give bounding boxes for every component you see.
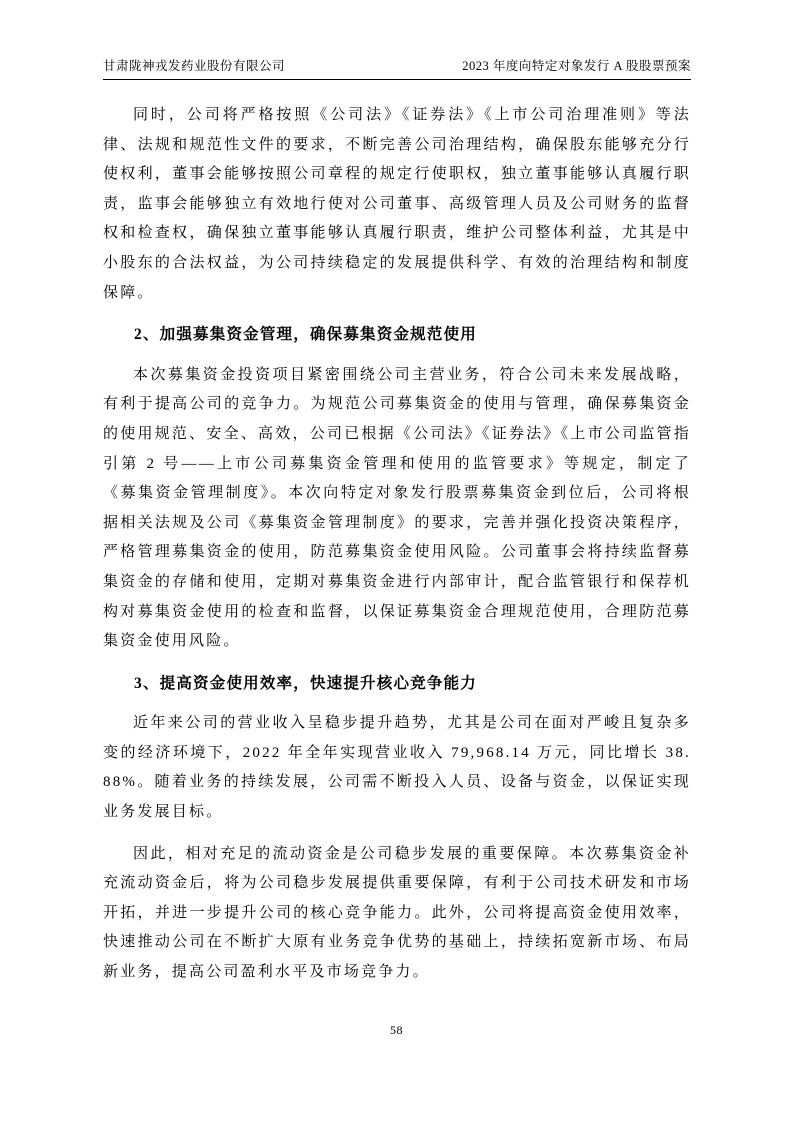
paragraph-governance: 同时，公司将严格按照《公司法》《证券法》《上市公司治理准则》等法律、法规和规范性文件的要求，不断完善公司治理结构，确保股东能够充分行使权利，董事会能够按照公司章程的规定行使职权，独立董事能够认真履行职责，监事会能够独立有效地行使对公司董事、高级管理人员及公司财务的监督权和检查权，确保独立董事能够认真履行职责，维护公司整体利益，尤其是中小股东的合法权益，为公司持续稳定的发展提供科学、有效的治理结构和制度保障。	[103, 107, 691, 301]
section-heading-2: 2、加强募集资金管理，确保募集资金规范使用	[134, 326, 477, 344]
page-header	[103, 0, 691, 80]
header-company-name: 甘肃陇神戎发药业股份有限公司	[103, 59, 286, 73]
paragraph-working-capital: 因此，相对充足的流动资金是公司稳步发展的重要保障。本次募集资金补充流动资金后，将为公司稳步发展提供重要保障，有利于公司技术研发和市场开拓，并进一步提升公司的核心竞争能力。此外，公司将提高资金使用效率，快速推动公司在不断扩大原有业务竞争优势的基础上，持续拓宽新市场、布局新业务，提高公司盈利水平及市场竞争力。	[103, 845, 691, 981]
document-body	[103, 101, 691, 988]
page-number: 58	[390, 1023, 403, 1037]
header-doc-title: 2023 年度向特定对象发行 A 股股票预案	[462, 59, 691, 73]
paragraph-fund-management: 本次募集资金投资项目紧密围绕公司主营业务，符合公司未来发展战略，有利于提高公司的竞争力。为规范公司募集资金的使用与管理，确保募集资金的使用规范、安全、高效，公司已根据《公司法》《证券法》《上市公司监管指引第 2 号——上市公司募集资金管理和使用的监管要求》等规定，制定了《募集资金管理制度》。本次向特定对象发行股票募集资金到位后，公司将根据相关法规及公司《募集资金管理制度》的要求，完善并强化投资决策程序，严格管理募集资金的使用，防范募集资金使用风险。公司董事会将持续监督募集资金的存储和使用，定期对募集资金进行内部审计，配合监管银行和保荐机构对募集资金使用的检查和监督，以保证募集资金合理规范使用，合理防范募集资金使用风险。	[103, 366, 691, 650]
page-content	[103, 0, 691, 1000]
section-heading-3: 3、提高资金使用效率，快速提升核心竞争能力	[134, 674, 477, 692]
paragraph-revenue-growth: 近年来公司的营业收入呈稳步提升趋势，尤其是公司在面对严峻且复杂多变的经济环境下，2022 年全年实现营业收入 79,968.14 万元，同比增长 38.88%。随着业务的持续发展，公司需不断投入人员、设备与资金，以保证实现业务发展目标。	[103, 715, 691, 821]
page-footer	[0, 1022, 793, 1038]
